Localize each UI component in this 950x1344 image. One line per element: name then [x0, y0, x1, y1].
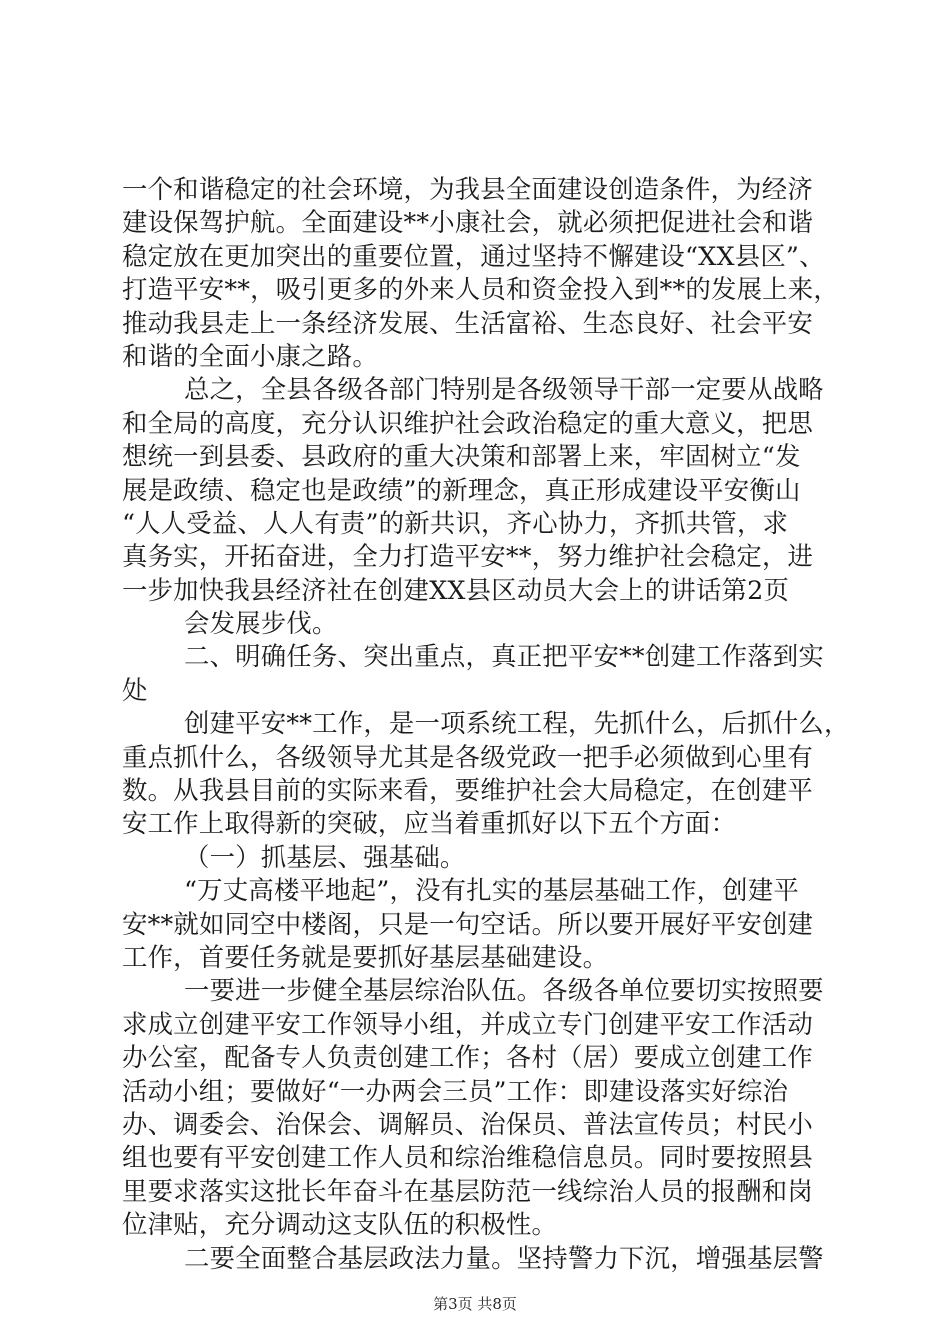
text-line: 展是政绩、稳定也是政绩”的新理念，真正形成建设平安衡山	[122, 474, 801, 505]
text-line: 安工作上取得新的突破，应当着重抓好以下五个方面：	[122, 808, 737, 839]
text-line: 和谐的全面小康之路。	[122, 340, 378, 371]
section-heading: 二、明确任务、突出重点，真正把平安**创建工作落到实	[184, 641, 824, 672]
text-line: 建设保驾护航。全面建设**小康社会，就必须把促进社会和谐	[122, 207, 814, 238]
text-line: 会发展步伐。	[184, 608, 338, 639]
text-line: 活动小组；要做好“一办两会三员”工作：即建设落实好综治	[122, 1075, 789, 1106]
text-line: 重点抓什么，各级领导尤其是各级党政一把手必须做到心里有	[122, 741, 813, 772]
text-line: 打造平安**，吸引更多的外来人员和资金投入到**的发展上来，	[122, 274, 839, 305]
text-line: 一步加快我县经济社在创建XX县区动员大会上的讲话第2页	[122, 574, 790, 605]
text-line: 求成立创建平安工作领导小组，并成立专门创建平安工作活动	[122, 1008, 813, 1039]
paragraph-start-line: 一要进一步健全基层综治队伍。各级各单位要切实按照要	[184, 975, 824, 1006]
text-line: 真务实，开拓奋进，全力打造平安**，努力维护社会稳定，进	[122, 541, 814, 572]
paragraph-start-line: 总之，全县各级各部门特别是各级领导干部一定要从战略	[184, 374, 824, 405]
text-line: 想统一到县委、县政府的重大决策和部署上来，牢固树立“发	[122, 441, 801, 472]
text-line: 安**就如同空中楼阁，只是一句空话。所以要开展好平安创建	[122, 908, 814, 939]
text-line: 位津贴，充分调动这支队伍的积极性。	[122, 1209, 558, 1240]
text-line: 一个和谐稳定的社会环境，为我县全面建设创造条件，为经济	[122, 174, 813, 204]
text-line: 组也要有平安创建工作人员和综治维稳信息员。同时要按照县	[122, 1142, 813, 1173]
paragraph-start-line: “万丈高楼平地起”，没有扎实的基层基础工作，创建平	[184, 875, 799, 906]
paragraph-start-line: 创建平安**工作，是一项系统工程，先抓什么，后抓什么，	[184, 708, 850, 739]
section-heading-cont: 处	[122, 674, 148, 705]
paragraph-start-line: 二要全面整合基层政法力量。坚持警力下沉，增强基层警	[184, 1242, 824, 1273]
text-line: 里要求落实这批长年奋斗在基层防范一线综治人员的报酬和岗	[122, 1175, 813, 1206]
subsection-heading: （一）抓基层、强基础。	[184, 841, 466, 872]
text-line: 工作，首要任务就是要抓好基层基础建设。	[122, 941, 609, 972]
text-line: 稳定放在更加突出的重要位置，通过坚持不懈建设“XX县区”、	[122, 240, 825, 271]
text-line: “人人受益、人人有责”的新共识，齐心协力，齐抓共管，求	[122, 507, 789, 538]
text-line: 办公室，配备专人负责创建工作；各村（居）要成立创建工作	[122, 1042, 813, 1073]
page-number-footer: 第3页 共8页	[433, 1295, 517, 1313]
body-text	[122, 173, 850, 1275]
text-line: 办、调委会、治保会、调解员、治保员、普法宣传员；村民小	[122, 1108, 813, 1139]
text-line: 推动我县走上一条经济发展、生活富裕、生态良好、社会平安	[122, 307, 813, 338]
text-line: 和全局的高度，充分认识维护社会政治稳定的重大意义，把思	[122, 407, 813, 438]
text-line: 数。从我县目前的实际来看，要维护社会大局稳定，在创建平	[122, 775, 813, 806]
